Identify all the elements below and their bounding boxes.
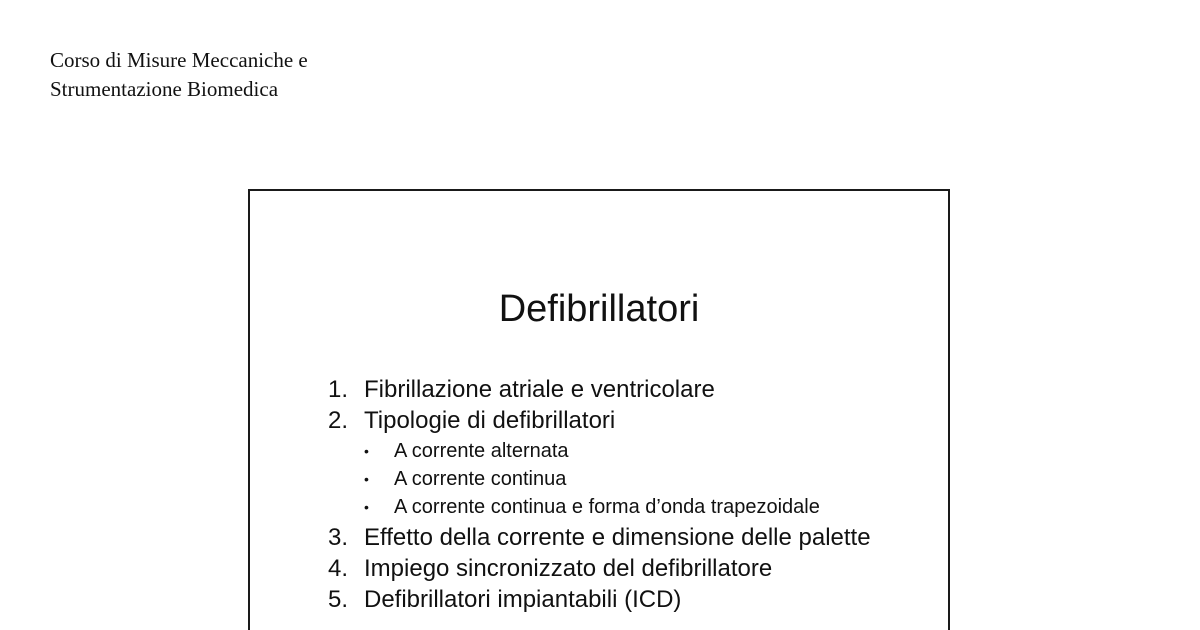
sub-bullet-text: A corrente alternata — [394, 440, 569, 462]
course-header-line-1: Corso di Misure Meccaniche e — [50, 48, 308, 72]
outline-item-number: 3. — [328, 524, 349, 551]
outline-item-number: 4. — [328, 555, 349, 582]
sub-bullet-text: A corrente continua — [394, 468, 567, 490]
outline-subitems — [328, 437, 908, 521]
course-header-line-2: Strumentazione Biomedica — [50, 77, 279, 101]
sub-bullet-text: A corrente continua e forma d’onda trapezoidale — [394, 496, 820, 518]
outline-item-2 — [328, 408, 908, 433]
sub-bullet-item — [364, 437, 908, 465]
outline-item-number: 2. — [328, 407, 349, 434]
outline-item-5 — [328, 587, 908, 612]
outline-item-text: Effetto della corrente e dimensione delle palette — [364, 524, 871, 551]
outline-list — [328, 377, 908, 618]
sub-bullet-item — [364, 493, 908, 521]
outline-item-text: Fibrillazione atriale e ventricolare — [364, 376, 715, 403]
bullet-icon: • — [364, 471, 369, 487]
sub-bullet-list — [364, 437, 908, 521]
sub-bullet-item — [364, 465, 908, 493]
slide-title: Defibrillatori — [498, 288, 700, 330]
bullet-icon: • — [364, 443, 369, 459]
outline-item-1 — [328, 377, 908, 402]
outline-item-3 — [328, 525, 908, 550]
outline-item-text: Defibrillatori impiantabili (ICD) — [364, 586, 682, 613]
bullet-icon: • — [364, 499, 369, 515]
outline-item-number: 5. — [328, 586, 349, 613]
course-header — [50, 46, 308, 104]
outline-item-4 — [328, 556, 908, 581]
outline-item-number: 1. — [328, 376, 349, 403]
outline-item-text: Tipologie di defibrillatori — [364, 407, 616, 434]
slide-frame — [248, 189, 950, 630]
outline-item-text: Impiego sincronizzato del defibrillatore — [364, 555, 773, 582]
